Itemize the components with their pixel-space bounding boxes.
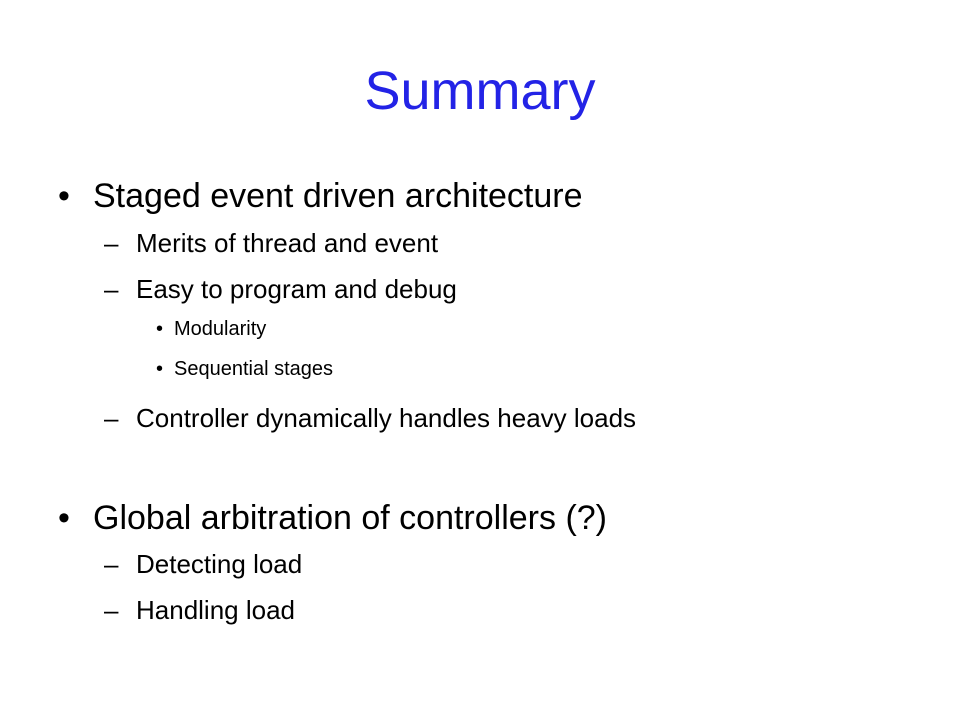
sub-item-handling-load: [0, 594, 960, 626]
sub-item-text: Detecting load: [136, 549, 303, 579]
sub-sub-item-text: Modularity: [174, 318, 267, 340]
dash-marker: –: [104, 274, 119, 304]
bullet-marker: •: [156, 358, 164, 380]
bullet-marker: •: [156, 318, 164, 340]
sub-item-controller: [0, 402, 960, 434]
sub-sub-item-modularity: [0, 316, 960, 342]
sub-sub-item-text: Sequential stages: [174, 358, 334, 380]
bullet-text: Global arbitration of controllers (?): [93, 499, 608, 537]
sub-item-text: Controller dynamically handles heavy loads: [136, 403, 637, 433]
dash-marker: –: [104, 595, 119, 625]
bullet-marker: •: [58, 177, 70, 215]
bullet-item-staged-event: [0, 176, 960, 216]
sub-sub-item-sequential: [0, 356, 960, 382]
sub-item-easy-program: [0, 273, 960, 305]
sub-item-detecting-load: [0, 548, 960, 580]
bullet-item-global-arbitration: [0, 498, 960, 538]
dash-marker: –: [104, 549, 119, 579]
sub-item-text: Easy to program and debug: [136, 274, 457, 304]
slide-title: Summary: [364, 61, 596, 121]
sub-item-text: Merits of thread and event: [136, 228, 439, 258]
dash-marker: –: [104, 403, 119, 433]
dash-marker: –: [104, 228, 119, 258]
sub-item-text: Handling load: [136, 595, 296, 625]
bullet-text: Staged event driven architecture: [93, 177, 583, 215]
bullet-marker: •: [58, 499, 70, 537]
sub-item-merits: [0, 227, 960, 259]
